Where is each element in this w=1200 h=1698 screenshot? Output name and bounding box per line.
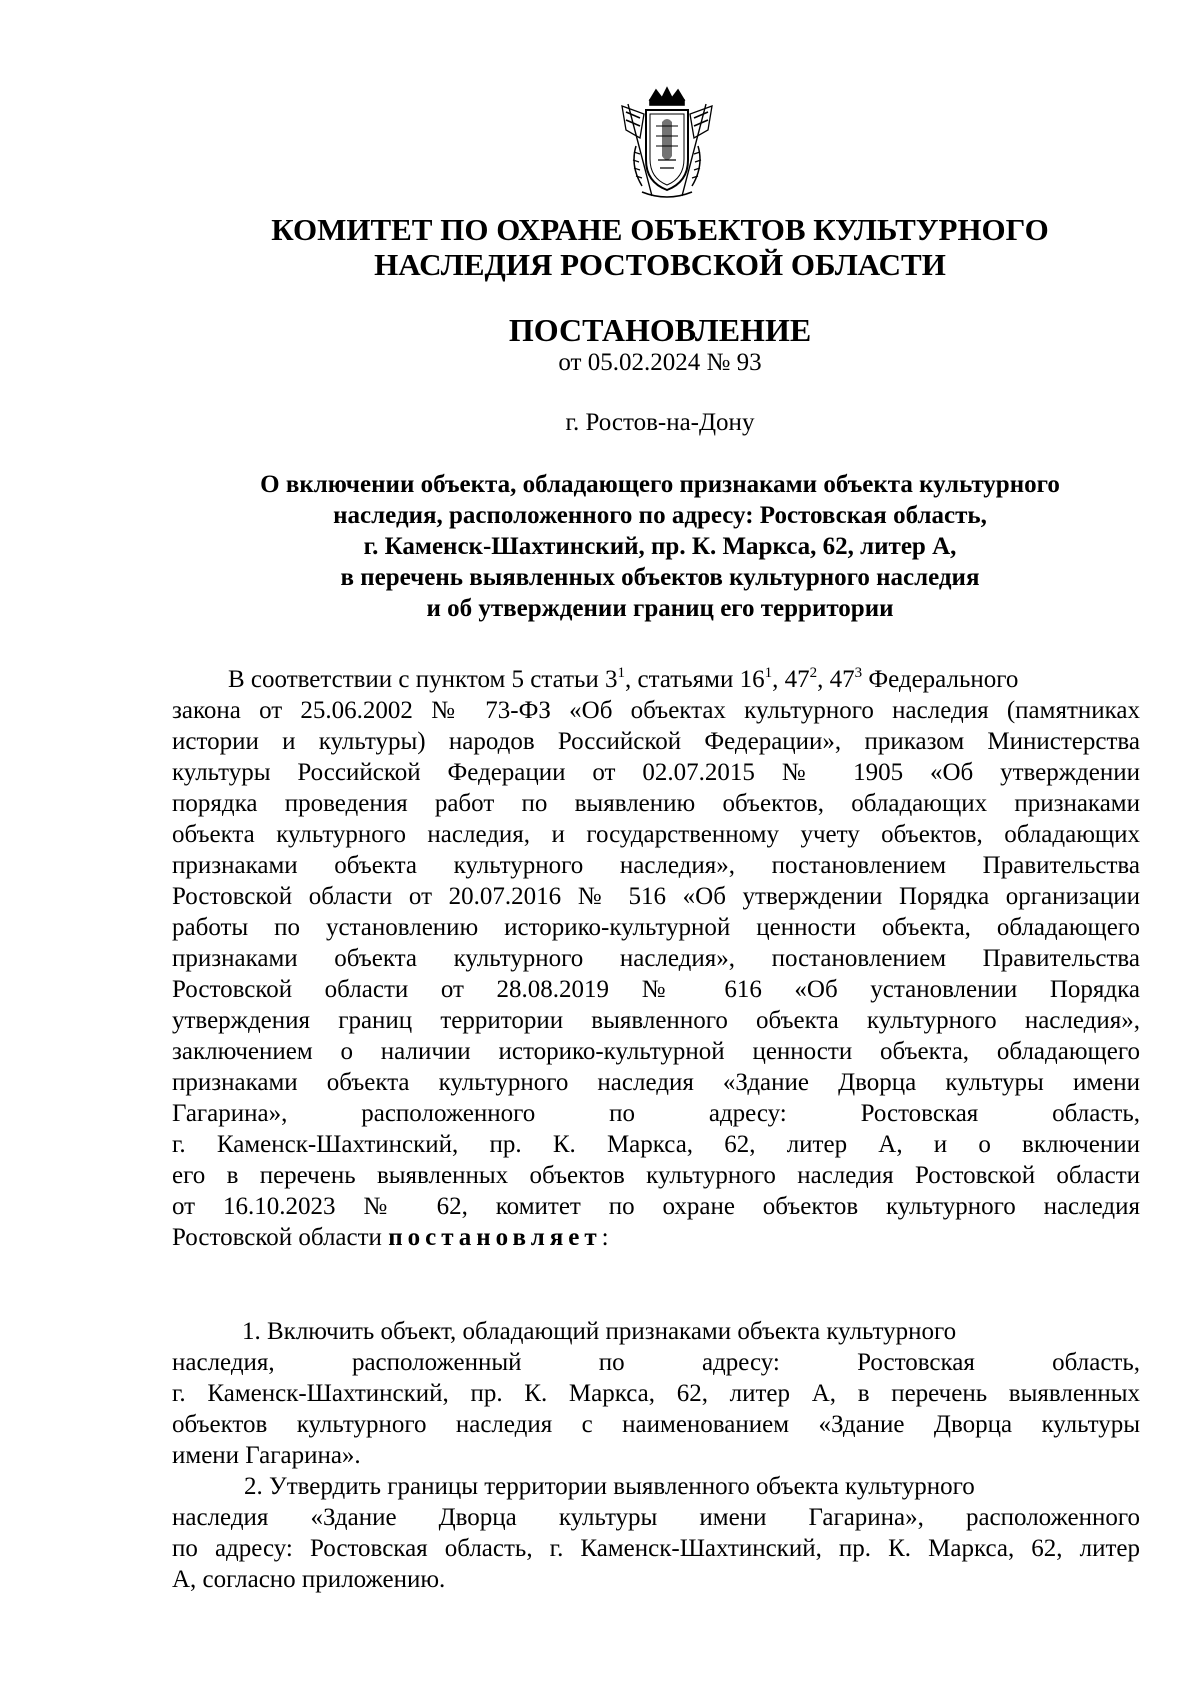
preamble-text: , 47 [772,666,810,693]
subject-line: в перечень выявленных объектов культурного наследия [340,564,980,591]
agency-name [150,212,1170,282]
preamble-text: В соответствии с пунктом 5 статьи 3 [228,666,618,693]
item-line: по адресу: Ростовская область, г. Каменск-Шахтинский, пр. К. Маркса, 62, литер [172,1535,1140,1562]
preamble-line: объекта культурного наследия, и государственному учету объектов, обладающих [172,821,1140,848]
preamble-line: порядка проведения работ по выявлению объектов, обладающих признаками [172,790,1140,817]
preamble-line: утверждения границ территории выявленного объекта культурного наследия», [172,1007,1140,1034]
preamble-line: от 16.10.2023 № 62, комитет по охране объектов культурного наследия [172,1193,1140,1220]
preamble-line: работы по установлению историко-культурной ценности объекта, обладающего [172,914,1140,941]
preamble-text: : [601,1224,609,1251]
decree-word: постановляет [388,1224,602,1251]
item-line: наследия «Здание Дворца культуры имени Гагарина», расположенного [172,1504,1140,1531]
document-city: г. Ростов-на-Дону [565,409,755,436]
preamble-text: , 47 [817,666,855,693]
superscript: 3 [854,665,863,681]
document-date-number: от 05.02.2024 № 93 [558,349,762,376]
preamble-line: культуры Российской Федерации от 02.07.2015 № 1905 «Об утверждении [172,759,1140,786]
preamble-line: истории и культуры) народов Российской Федерации», приказом Министерства [172,728,1140,755]
preamble-last-line [172,1222,1140,1253]
preamble-line: признаками объекта культурного наследия», постановлением Правительства [172,852,1140,879]
item-first-line: 2. Утвердить границы территории выявленного объекта культурного [244,1473,975,1500]
agency-name-line: КОМИТЕТ ПО ОХРАНЕ ОБЪЕКТОВ КУЛЬТУРНОГО [271,212,1049,247]
preamble-line: признаками объекта культурного наследия «Здание Дворца культуры имени [172,1069,1140,1096]
preamble-line: г. Каменск-Шахтинский, пр. К. Маркса, 62, литер А, и о включении [172,1131,1140,1158]
preamble-line: закона от 25.06.2002 № 73-ФЗ «Об объектах культурного наследия (памятниках [172,697,1140,724]
preamble-text: Федерального [862,666,1019,693]
subject-line: наследия, расположенного по адресу: Ростовская область, [333,502,987,529]
preamble-line: признаками объекта культурного наследия», постановлением Правительства [172,945,1140,972]
document-subject [150,469,1170,624]
preamble-line: заключением о наличии историко-культурной ценности объекта, обладающего [172,1038,1140,1065]
preamble-paragraph [172,664,1140,1253]
coat-of-arms-emblem [612,86,722,204]
item-last-line: имени Гагарина». [172,1442,361,1469]
preamble-text: Ростовской области [172,1224,389,1251]
superscript: 1 [764,665,773,681]
preamble-line: Ростовской области от 28.08.2019 № 616 «Об установлении Порядка [172,976,1140,1003]
item-last-line: А, согласно приложению. [172,1566,446,1593]
item-line: наследия, расположенный по адресу: Ростовская область, [172,1349,1140,1376]
preamble-line: Ростовской области от 20.07.2016 № 516 «Об утверждении Порядка организации [172,883,1140,910]
item-1-paragraph [172,1316,1140,1471]
subject-line: г. Каменск-Шахтинский, пр. К. Маркса, 62, литер А, [363,533,957,560]
preamble-text: , статьями 16 [625,666,765,693]
item-line: объектов культурного наследия с наименованием «Здание Дворца культуры [172,1411,1140,1438]
preamble-first-line [172,664,1140,695]
subject-line: О включении объекта, обладающего признаками объекта культурного [260,471,1060,498]
superscript: 2 [809,665,818,681]
subject-line: и об утверждении границ его территории [426,595,894,622]
item-first-line: 1. Включить объект, обладающий признаками объекта культурного [242,1318,957,1345]
superscript: 1 [617,665,626,681]
item-2-paragraph [172,1471,1140,1595]
preamble-line: его в перечень выявленных объектов культурного наследия Ростовской области [172,1162,1140,1189]
item-line: г. Каменск-Шахтинский, пр. К. Маркса, 62, литер А, в перечень выявленных [172,1380,1140,1407]
preamble-line: Гагарина», расположенного по адресу: Ростовская область, [172,1100,1140,1127]
agency-name-line: НАСЛЕДИЯ РОСТОВСКОЙ ОБЛАСТИ [374,247,946,282]
document-type: ПОСТАНОВЛЕНИЕ [508,312,812,348]
